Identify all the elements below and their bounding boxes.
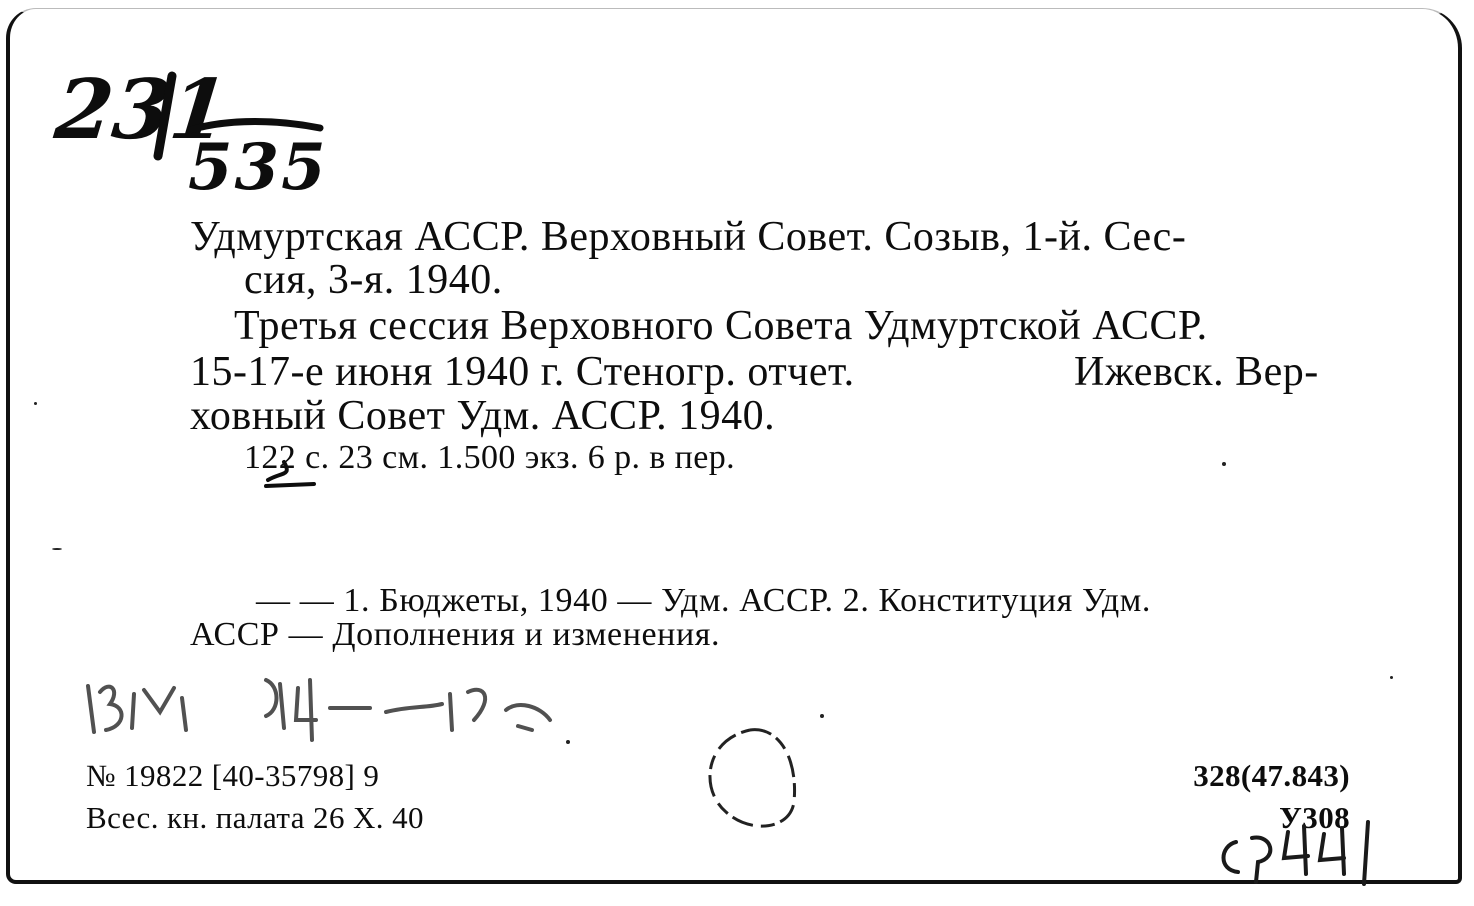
- title-line-2-right: Ижевск. Вер-: [1074, 349, 1319, 395]
- stamp-outline: [690, 720, 820, 840]
- call-number-number: 535: [188, 130, 328, 205]
- handwritten-annotation: [70, 650, 590, 760]
- handwritten-correction-mark: [262, 452, 322, 492]
- paper-speck: [566, 740, 570, 744]
- paper-speck: [1390, 676, 1393, 679]
- subject-line-2: АССР — Дополнения и изменения.: [190, 616, 721, 653]
- paper-speck: [820, 714, 824, 718]
- title-line-1: Третья сессия Верховного Совета Удмуртской АССР.: [234, 303, 1208, 349]
- heading-line-2: сия, 3-я. 1940.: [244, 257, 503, 303]
- paper-speck: [52, 548, 62, 550]
- title-line-2-left: 15-17-е июня 1940 г. Стеногр. отчет.: [190, 349, 855, 395]
- classification-number: 328(47.843): [1193, 758, 1350, 793]
- author-mark: У308: [1279, 800, 1350, 835]
- physical-description: 122 с. 23 см. 1.500 экз. 6 р. в пер.: [244, 439, 736, 476]
- title-line-3: ховный Совет Удм. АССР. 1940.: [190, 393, 776, 439]
- record-number: № 19822 [40-35798] 9: [86, 758, 380, 793]
- paper-speck: [1222, 462, 1226, 466]
- paper-speck: [34, 402, 37, 405]
- heading-line-1: Удмуртская АССР. Верховный Совет. Созыв, 1-й. Сес-: [190, 214, 1187, 260]
- handwritten-inventory-mark: [1208, 812, 1408, 892]
- book-chamber: Всес. кн. палата 26 X. 40: [86, 800, 424, 835]
- subject-line-1: — — 1. Бюджеты, 1940 — Удм. АССР. 2. Конституция Удм.: [256, 582, 1152, 619]
- call-number-shelf: 231: [50, 62, 233, 158]
